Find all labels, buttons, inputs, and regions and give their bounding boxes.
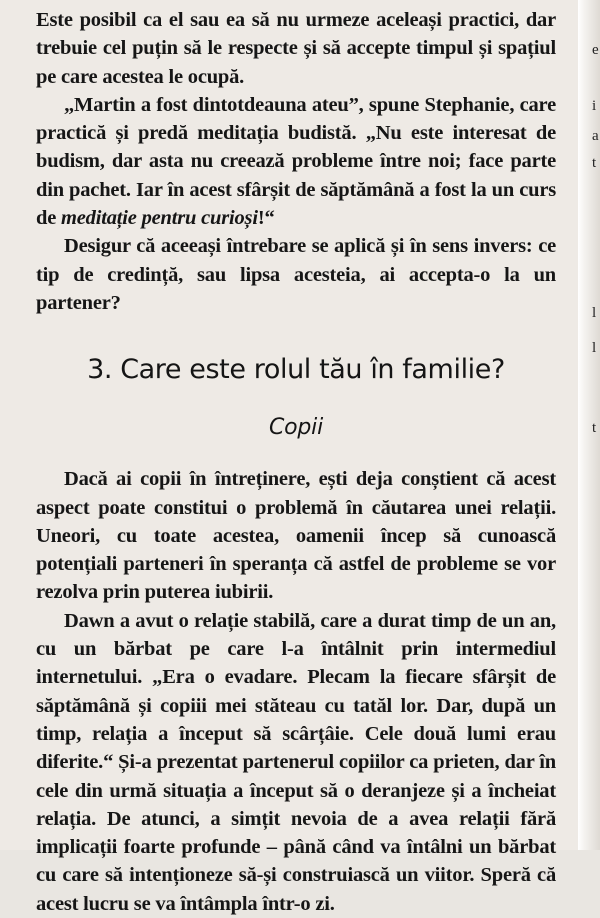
paragraph-martin-end: !“ [257,207,275,230]
facing-page-fragment: e [592,42,599,58]
facing-page-fragment: t [592,155,597,171]
facing-page-fragment: a [592,128,599,144]
page-text [36,6,556,918]
paragraph-dawn: Dawn a avut o relație stabilă, care a durat timp de un an, cu un bărbat pe care l-a întâlnit prin intermediul internetului. „Era o evadare. Plecam la fiecare sfârșit de săptămână și copiii mei stăteau cu tatăl lor. Dar, după un timp, relația a început să scârțâie. Cele două lumi erau diferite.“ Și-a prezentat partenerul copiilor ca prieten, dar în cele din urmă situația a început să o deranjeze și a încheiat relația. De atunci, a simțit nevoia de a avea relații fără implicații foarte profunde – până când va întâlni un bărbat cu care să intenționeze să-și construiască un viitor. Speră că acest lucru se va întâmpla într-o zi. [36,609,556,915]
facing-page-fragment: t [592,420,597,436]
paragraph-children: Dacă ai copii în întreținere, ești deja conștient că acest aspect poate constitui o problemă în căutarea unei relații. Uneori, cu toate acestea, oamenii încep să cunoască potențiali parteneri în speranța că astfel de probleme se vor rezolva prin puterea iubirii. [36,468,556,604]
paragraph-question: Desigur că aceeași întrebare se aplică și în sens invers: ce tip de credință, sau lipsa acesteia, ai accepta-o la un partener? [36,235,556,314]
course-title: meditație pentru curioși [61,207,258,230]
facing-page-edge [578,0,600,850]
facing-page-fragment: l [592,305,597,321]
section-title: Copii [268,415,323,441]
paragraph-practices: Este posibil ca el sau ea să nu urmeze aceleași practici, dar trebuie cel puțin să le respecte și să accepte timpul și spațiul pe care acestea le ocupă. [36,9,556,88]
paragraph-martin [36,91,556,232]
paragraph-martin-text: „Martin a fost dintotdeauna ateu”, spune Stephanie, care practică și predă meditația budistă. „Nu este interesat de budism, dar asta nu creează probleme între noi; face parte din pachet. Iar în acest sfârșit de săptămână a fost la un curs de [36,93,556,230]
facing-page-fragment: l [592,340,597,356]
facing-page-fragment: i [592,98,597,114]
chapter-title: 3. Care este rolul tău în familie? [87,354,505,386]
